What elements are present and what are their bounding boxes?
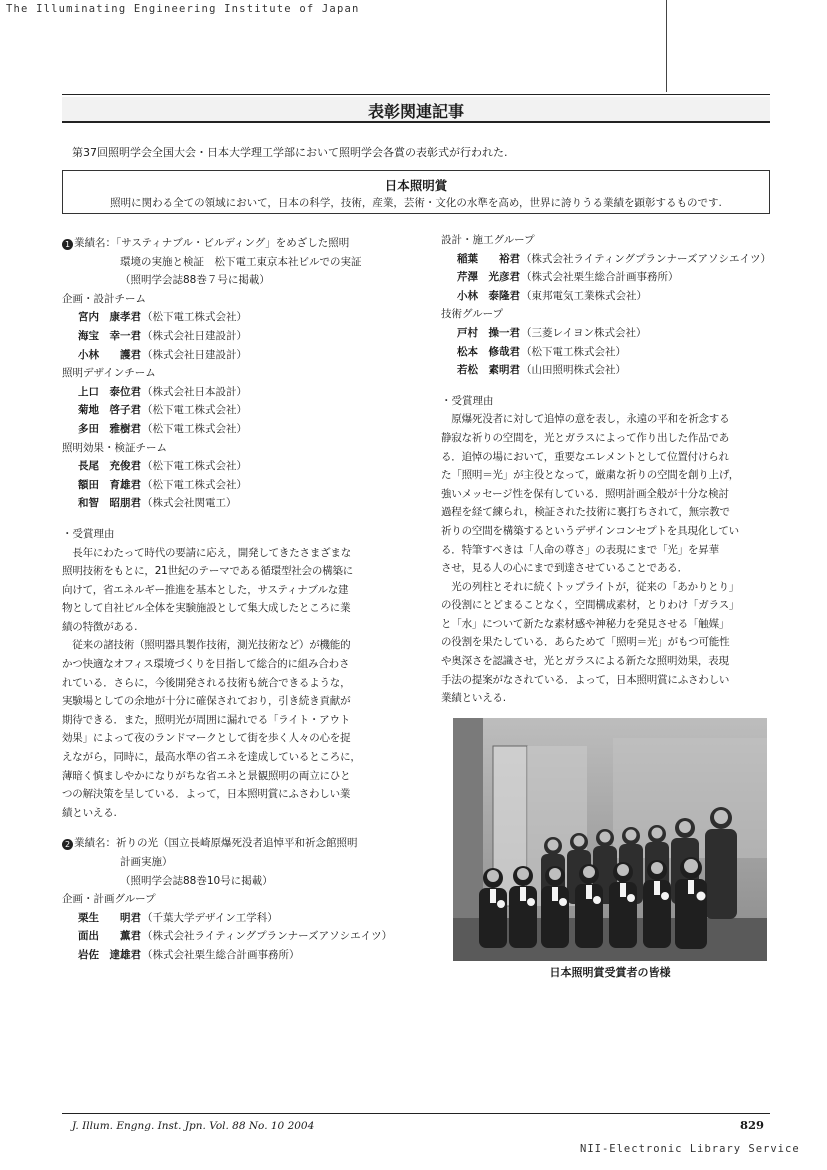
journal-citation: J. Illum. Engng. Inst. Jpn. Vol. 88 No. 10 2004 xyxy=(72,1120,315,1132)
entry2-number-badge: 2 xyxy=(62,839,73,850)
reason-line: 光の列柱とそれに続くトップライトが，従来の「あかりとり」 xyxy=(441,580,740,593)
member-row: 宮内 康孝君 （松下電工株式会社） xyxy=(78,311,247,324)
reason-line: 績といえる. xyxy=(62,806,117,819)
spacer xyxy=(441,380,771,392)
member-row: 菊地 啓子君 （松下電工株式会社） xyxy=(78,404,247,417)
reason-line: 長年にわたって時代の要請に応え，開発してきたさまざまな xyxy=(62,546,352,559)
member-row: 芹澤 光彦君 （株式会社栗生総合計画事務所） xyxy=(457,271,679,284)
title-rule xyxy=(62,94,770,95)
member-row: 岩佐 達雄君 （株式会社栗生総合計画事務所） xyxy=(78,948,300,961)
group-heading: 企画・計画グループ xyxy=(62,893,156,906)
left-column xyxy=(62,234,414,965)
vertical-rule xyxy=(666,0,667,92)
title-band xyxy=(62,97,770,123)
reason-line: た「照明＝光」が主役となって，厳粛な祈りの空間を創り上げ， xyxy=(441,469,740,482)
spacer xyxy=(62,513,414,525)
member-row: 上口 泰位君 （株式会社日本設計） xyxy=(78,385,247,398)
member-row: 面出 薫君 （株式会社ライティングプランナーズアソシエイツ） xyxy=(78,930,393,943)
reason-line: 期待できる．また，照明光が周囲に漏れでる「ライト・アウト xyxy=(62,713,351,726)
reason-line: させ，見る人の心にまで到達させていることである． xyxy=(441,562,688,575)
award-recipients-photo xyxy=(453,718,767,961)
page-title: 表彰関連記事 xyxy=(367,102,464,121)
photo-caption: 日本照明賞受賞者の皆様 xyxy=(549,966,671,979)
reason-line: の役割を果たしている．あらためて「照明＝光」がもつ可能性 xyxy=(441,636,730,649)
reason-line: と「水」について新たな素材感や神秘力を発見させる「触媒」 xyxy=(441,617,730,630)
reason-line: 照明技術をもとに，21世紀のテーマである循環型社会の構築に xyxy=(62,565,354,578)
member-row: 和智 昭朋君 （株式会社関電工） xyxy=(78,497,237,510)
reason-line: れている．さらに，今後開発される技術も統合できるような， xyxy=(62,676,351,689)
reason-heading: ・受賞理由 xyxy=(62,527,115,540)
page-number: 829 xyxy=(740,1118,765,1132)
reason-line: 向けて，省エネルギー推進を基本とした，サスティナブルな建 xyxy=(62,583,349,596)
reason-line: 効果」によって夜のランドマークとして街を歩く人々の心を捉 xyxy=(62,732,351,745)
reason-line: 過程を経て練られ，検証された技術に裏打ちされて，無宗教で xyxy=(441,506,730,519)
reason-line: る．特筆すべきは「人命の尊さ」の表現にまで「光」を昇華 xyxy=(441,543,719,556)
reason-line: 従来の諸技術（照明器具製作技術，測光技術など）が機能的 xyxy=(62,639,351,652)
entry2-title-line: 計画実施） xyxy=(120,856,173,868)
group-photo-illustration xyxy=(453,718,767,961)
entry2-title-line: （照明学会誌88巻10号に掲載） xyxy=(120,874,273,887)
reason-line: 業績といえる. xyxy=(441,692,506,705)
reason-line: 物として自社ビル全体を実験施設として集大成したところに業 xyxy=(62,602,351,615)
group-heading: 照明効果・検証チーム xyxy=(62,441,167,454)
group-heading: 照明デザインチーム xyxy=(62,367,156,380)
group-heading: 技術グループ xyxy=(441,308,504,321)
reason-line: 薄暗く慎ましやかになりがちな省エネと景観照明の両立にひと xyxy=(62,769,351,782)
nii-service-label: NII-Electronic Library Service xyxy=(580,1143,800,1155)
member-row: 若松 素明君 （山田照明株式会社） xyxy=(457,364,626,377)
member-row: 戸村 操一君 （三菱レイヨン株式会社） xyxy=(457,326,647,339)
reason-line: 原爆死没者に対して追悼の意を表し，永遠の平和を祈念する xyxy=(441,413,730,426)
reason-line: 績の特徴がある. xyxy=(62,620,138,633)
group-heading: 企画・設計チーム xyxy=(62,292,146,305)
entry2-title-line: 2 業績名：祈りの光（国立長崎原爆死没者追悼平和祈念館照明 xyxy=(62,834,414,853)
reason-line: や奥深さを認識させ，光とガラスによる新たな照明効果，表現 xyxy=(441,655,729,668)
intro-text: 第37回照明学会全国大会・日本大学理工学部において照明学会各賞の表彰式が行われた. xyxy=(72,146,508,159)
award-name: 日本照明賞 xyxy=(384,178,448,193)
member-row: 松本 修哉君 （松下電工株式会社） xyxy=(457,345,626,358)
award-description: 照明に関わる全ての領域において，日本の科学，技術，産業，芸術・文化の水準を高め，世界に誇りうる業績を顕彰するものです. xyxy=(110,197,722,209)
member-row: 海宝 幸一君 （株式会社日建設計） xyxy=(78,329,247,342)
member-row: 小林 泰隆君 （東邦電気工業株式会社） xyxy=(457,289,647,302)
member-row: 小林 護君 （株式会社日建設計） xyxy=(78,348,247,361)
member-row: 栗生 明君 （千葉大学デザイン工学科） xyxy=(78,911,278,924)
member-row: 稲葉 裕君 （株式会社ライティングプランナーズアソシエイツ） xyxy=(457,252,771,265)
reason-heading: ・受賞理由 xyxy=(441,394,494,407)
reason-line: の役割にとどまることなく，空間構成素材，とりわけ「ガラス」 xyxy=(441,599,740,612)
reason-line: つの解決策を呈している．よって，日本照明賞にふさわしい業 xyxy=(62,788,351,801)
reason-line: 静寂な祈りの空間を，光とガラスによって作り出した作品であ xyxy=(441,431,730,444)
award-box xyxy=(62,170,770,214)
reason-line: 実験場としての余地が十分に確保されており，引き続き貢献が xyxy=(62,695,351,708)
reason-line: 祈りの空間を構築するというデザインコンセプトを具現化してい xyxy=(441,524,739,537)
reason-line: えながら，同時に，最高水準の省エネを達成しているところに， xyxy=(62,751,361,764)
member-row: 長尾 充俊君 （松下電工株式会社） xyxy=(78,460,247,473)
footer-rule xyxy=(62,1113,770,1114)
reason-line: かつ快適なオフィス環境づくりを目指して総合的に組み合わさ xyxy=(62,658,350,671)
entry1-title-line: 環境の実施と検証 松下電工東京本社ビルでの実証 xyxy=(120,255,362,268)
right-column xyxy=(441,231,771,708)
institute-header: The Illuminating Engineering Institute of Japan xyxy=(6,3,360,15)
reason-line: る．追悼の場において，重要なエレメントとして位置付けられ xyxy=(441,450,729,463)
reason-line: 強いメッセージ性を保有している．照明計画全般が十分な検討 xyxy=(441,487,729,500)
entry1-title-line: （照明学会誌88巻７号に掲載） xyxy=(120,274,270,287)
member-row: 額田 育雄君 （松下電工株式会社） xyxy=(78,478,247,491)
group-heading: 設計・施工グループ xyxy=(441,234,535,246)
reason-line: 手法の提案がなされている．よって，日本照明賞にふさわしい xyxy=(441,673,730,686)
member-row: 多田 雅樹君 （松下電工株式会社） xyxy=(78,422,247,435)
spacer xyxy=(62,822,414,834)
entry1-title-line: 1 業績名：「サスティナブル・ビルディング」をめざした照明 xyxy=(62,234,414,253)
entry1-number-badge: 1 xyxy=(62,239,73,250)
